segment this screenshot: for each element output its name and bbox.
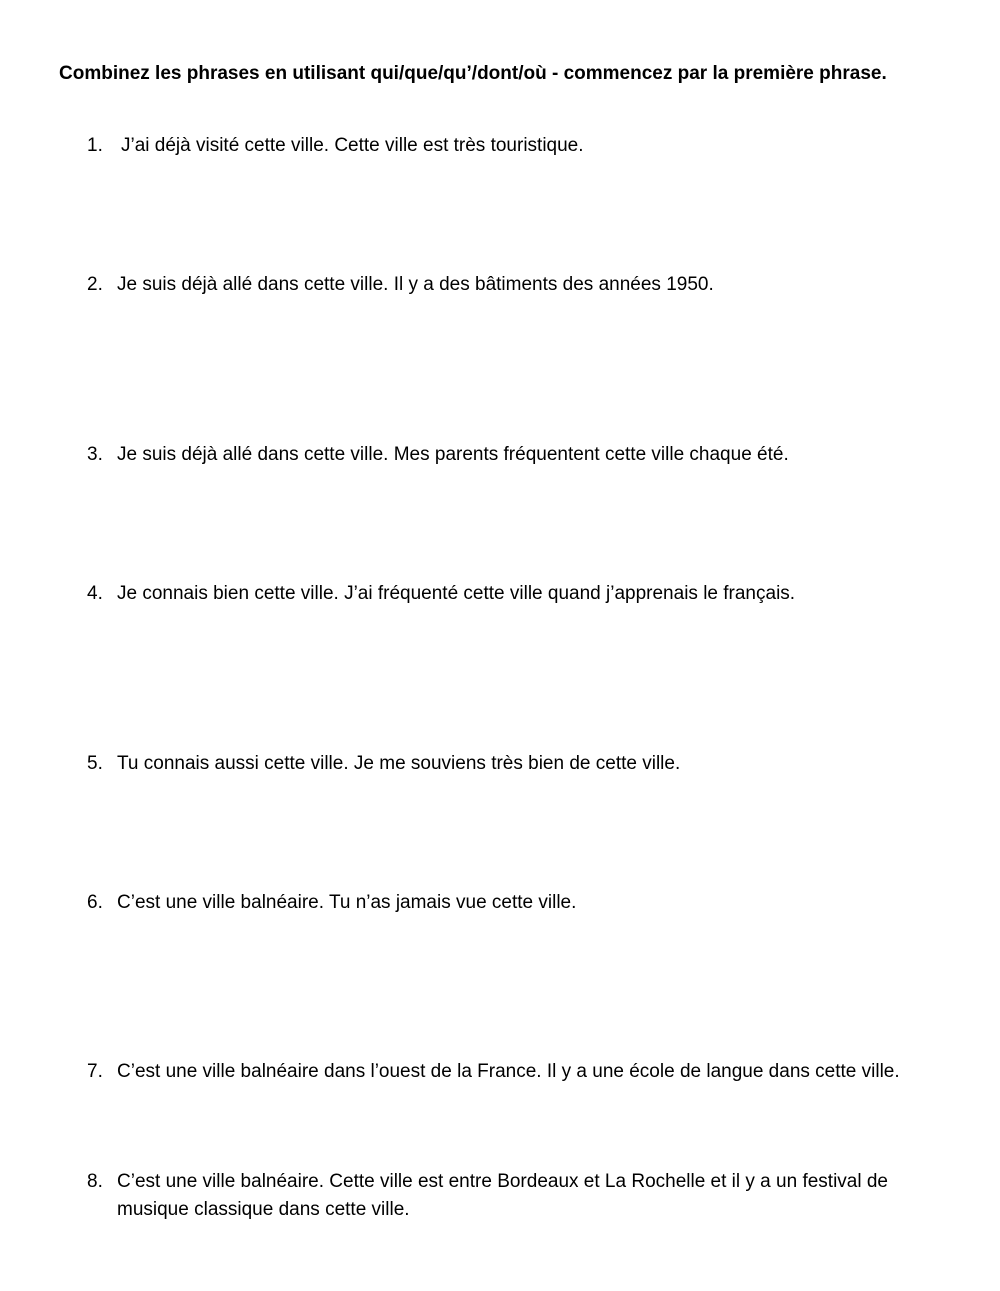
exercise-text: J’ai déjà visité cette ville. Cette ville est très touristique. [121, 135, 584, 156]
exercise-number: 3. [87, 444, 103, 465]
exercise-text: C’est une ville balnéaire dans l’ouest de la France. Il y a une école de langue dans cette ville. [117, 1061, 900, 1082]
exercise-number: 6. [87, 892, 103, 913]
exercise-text: Je connais bien cette ville. J’ai fréquenté cette ville quand j’apprenais le français. [117, 583, 796, 604]
instructions: Combinez les phrases en utilisant qui/que/qu’/dont/où - commencez par la première phrase. [59, 63, 887, 84]
exercise-number: 5. [87, 753, 103, 774]
exercise-number: 4. [87, 583, 103, 604]
exercise-text: C’est une ville balnéaire. Tu n’as jamais vue cette ville. [117, 892, 577, 913]
exercise-text: Je suis déjà allé dans cette ville. Mes parents fréquentent cette ville chaque été. [117, 444, 789, 465]
exercise-number: 2. [87, 274, 103, 295]
exercise-number: 7. [87, 1061, 103, 1082]
exercise-text: Tu connais aussi cette ville. Je me souviens très bien de cette ville. [117, 753, 681, 774]
exercise-number: 8. [87, 1171, 103, 1192]
exercise-text: C’est une ville balnéaire. Cette ville est entre Bordeaux et La Rochelle et il y a un festival de musique classique dans cette ville. [117, 1171, 888, 1220]
exercise-text: Je suis déjà allé dans cette ville. Il y a des bâtiments des années 1950. [117, 274, 714, 295]
exercise-number: 1. [87, 135, 103, 156]
